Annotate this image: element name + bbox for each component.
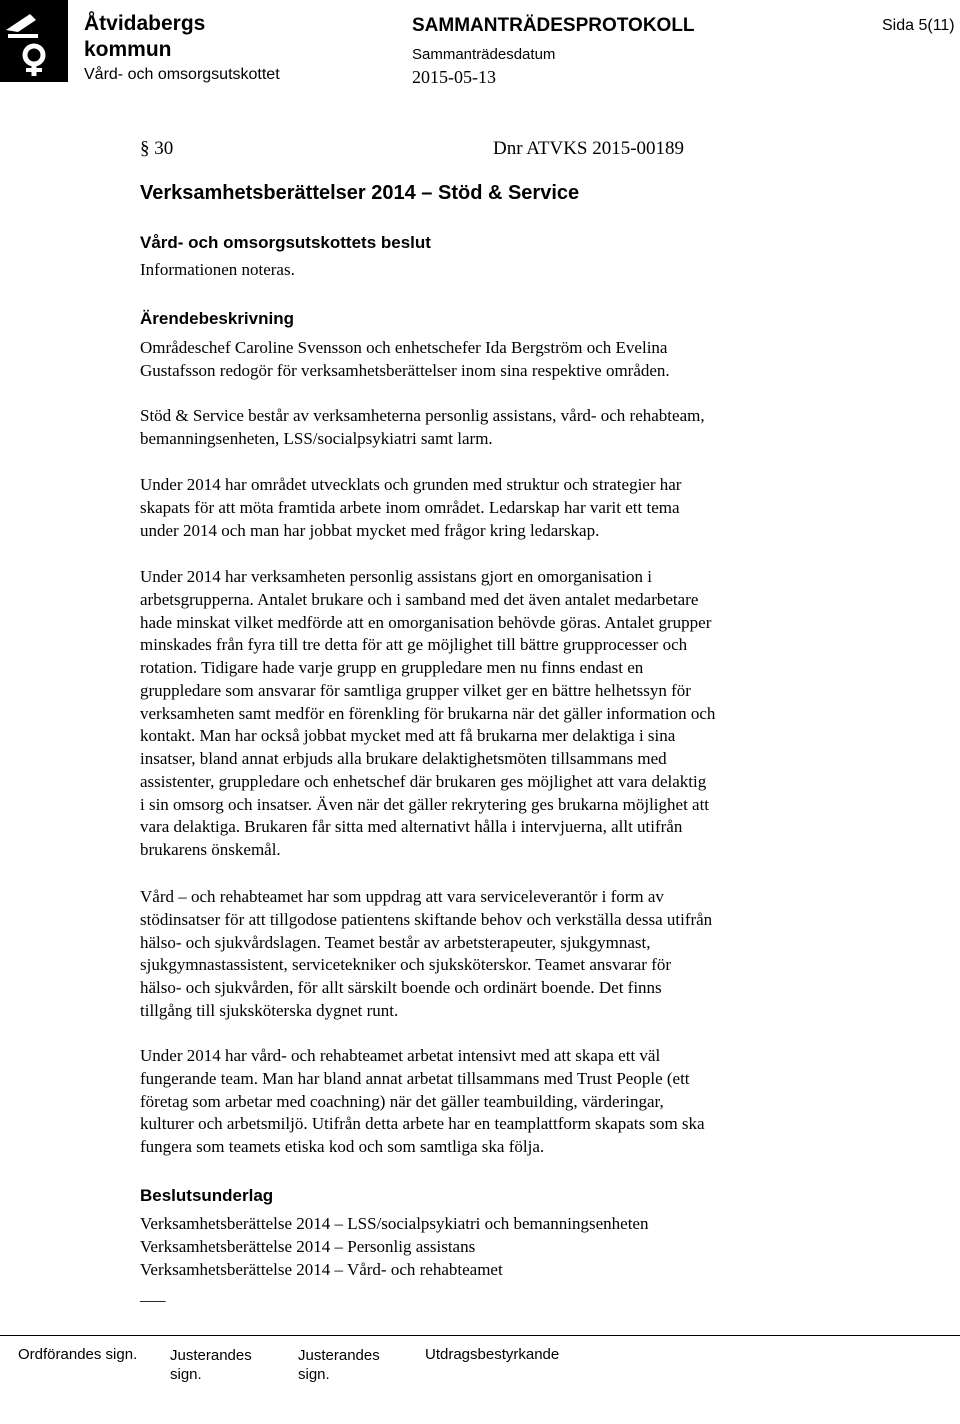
description-heading: Ärendebeskrivning: [140, 309, 294, 328]
adjuster-signature-label: Justerandes sign.: [170, 1347, 252, 1383]
basis-list: [140, 1213, 648, 1281]
description-paragraph: Vård – och rehabteamet har som uppdrag att vara serviceleverantör i form av stödinsatser för att tillgodose patientens skiftande behov och verkställa dessa utifrån hälso- och sjukvårdslagen. Teamet består av arbetsterapeuter, sjukgymnast, sjukgymnastassistent, servicetekniker och sjuksköterskor. Teamet ansvarar för hälso- och sjukvården, för allt särskilt boende och ordinärt boende. Det finns tillgång till sjuksköterska dygnet runt.: [140, 887, 713, 1020]
footer-divider: [0, 1335, 960, 1336]
registration-number: Dnr ATVKS 2015-00189: [493, 138, 685, 159]
basis-item: Verksamhetsberättelse 2014 – Vård- och rehabteamet: [140, 1259, 503, 1279]
decision-text: Informationen noteras.: [140, 260, 295, 279]
document-type: SAMMANTRÄDESPROTOKOLL: [412, 15, 695, 36]
description-paragraph: Under 2014 har vård- och rehabteamet arbetat intensivt med att skapa ett väl fungerande team. Man har bland annat arbetat tillsammans med Trust People (ett företag som arbetar med coachning) när det gäller teambuilding, värderingar, kulturer och arbetsmiljö. Utifrån detta arbete har en teamplattform skapats som ska fungera som teamets etiska kod och som samtliga ska följa.: [140, 1046, 705, 1156]
basis-item: Verksamhetsberättelse 2014 – LSS/socialpsykiatri och bemanningsenheten: [140, 1214, 649, 1233]
description-paragraph: Stöd & Service består av verksamheterna personlig assistans, vård- och rehabteam, bemanningsenheten, LSS/socialpsykiatri samt larm.: [140, 406, 705, 448]
meeting-date-label: Sammanträdesdatum: [412, 46, 556, 63]
org-name-line2: kommun: [84, 38, 172, 61]
department-name: Vård- och omsorgsutskottet: [84, 66, 280, 83]
meeting-date: 2015-05-13: [412, 67, 496, 87]
chair-signature-label: Ordförandes sign.: [18, 1346, 138, 1363]
description-paragraph: Områdeschef Caroline Svensson och enhetschefer Ida Bergström och Evelina Gustafsson redogör för verksamhetsberättelser inom sina respektive områden.: [140, 338, 670, 380]
section-number: § 30: [140, 138, 174, 159]
municipality-logo: [0, 0, 68, 82]
page-number: Sida 5(11): [882, 17, 955, 34]
basis-item: Verksamhetsberättelse 2014 – Personlig assistans: [140, 1236, 476, 1256]
case-title: Verksamhetsberättelser 2014 – Stöd & Service: [140, 182, 580, 204]
extract-certification-label: Utdragsbestyrkande: [425, 1346, 560, 1363]
decision-heading: Vård- och omsorgsutskottets beslut: [140, 233, 431, 252]
separator-mark: ___: [140, 1285, 166, 1304]
adjuster-signature-label: Justerandes sign.: [298, 1347, 380, 1383]
description-paragraph: Under 2014 har verksamheten personlig assistans gjort en omorganisation i arbetsgrupperna. Antalet brukare och i samband med det även antalet medarbetare hade minskat vilket medförde att en omorganisation behövde göras. Antalet grupper minskades från fyra till tre detta för att ge möjlighet till bättre grupprocesser och rotation. Tidigare hade varje grupp en gruppledare men nu finns endast en gruppledare som ansvarar för samtliga grupper vilket ger en bättre helhetssyn för verksamheten samt medför en förenkling för brukarna när det gäller information och kontakt. Man har också jobbat mycket med att få brukarna mer delaktiga i sina insatser, bland annat erbjuds alla brukare delaktighetsmöten tillsammans med assistenter, gruppledare och enhetschef där brukaren ges möjlighet att vara delaktig i sin omsorg och insatser. Även när det gäller rekrytering ges brukarna möjlighet att vara delaktiga. Brukaren får sitta med alternativt hålla i intervjuerna, allt utifrån brukarens önskemål.: [140, 567, 716, 859]
description-paragraph: Under 2014 har området utvecklats och grunden med struktur och strategier har skapats för att möta framtida arbete inom området. Ledarskap har varit ett tema under 2014 och man har jobbat mycket med frågor kring ledarskap.: [140, 475, 682, 540]
org-name-line1: Åtvidabergs: [84, 12, 206, 35]
basis-heading: Beslutsunderlag: [140, 1186, 274, 1205]
